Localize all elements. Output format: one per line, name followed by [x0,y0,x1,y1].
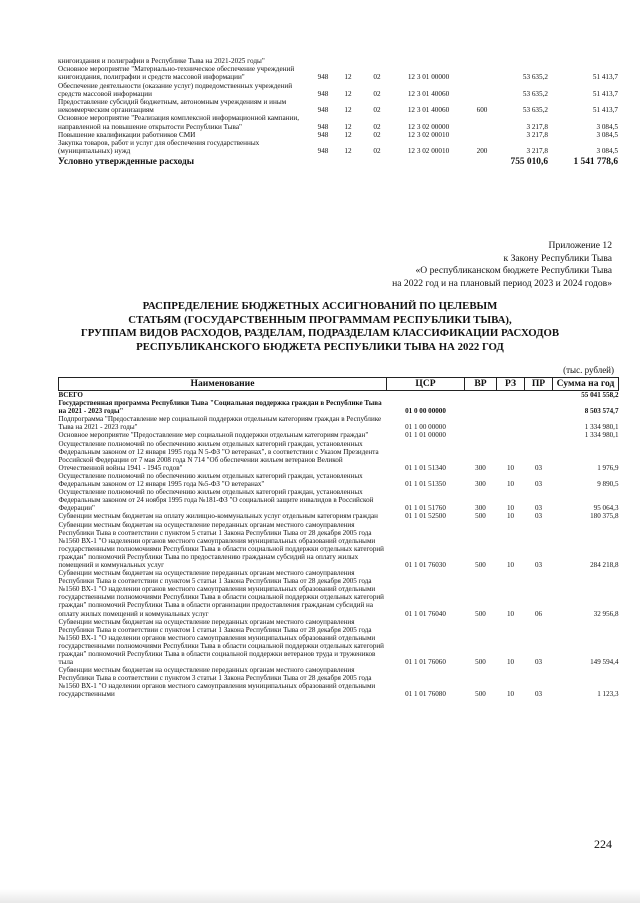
allocation-table [58,377,619,699]
row-rz: 12 [344,89,352,98]
row-sum: 1 123,3 [597,690,619,699]
row-pr: 02 [373,130,381,139]
row-vr: 500 [475,658,486,667]
header-csr: ЦСР [387,378,465,391]
row-pr: 03 [534,690,543,699]
table-row [59,512,619,520]
row-rz: 10 [506,690,515,699]
appendix-line-3: «О республиканском бюджете Республики Тыва [415,265,612,276]
row-sum: 1 334 980,1 [584,431,619,440]
table-row [58,57,618,65]
row-pr: 03 [534,512,543,521]
row-csr: 12 3 02 00010 [407,130,450,139]
row-csr: 12 3 02 00000 [407,122,450,131]
row-csr: 01 1 01 51350 [405,480,446,489]
row-csr: 01 1 01 52500 [405,512,446,521]
row-sum: 8 503 574,7 [584,407,619,416]
row-csr: 01 0 00 00000 [405,407,446,416]
table-row [59,666,619,698]
row-sum-2024: 51 413,7 [592,73,618,82]
row-sum: 284 218,8 [590,560,619,569]
row-glava: 948 [317,89,329,98]
row-rz: 10 [506,463,515,472]
row-name: Повышение квалификации работников СМИ [58,130,196,139]
row-sum-2023: 3 217,8 [526,147,548,156]
row-vr [466,65,498,81]
row-pr: 02 [373,73,381,82]
row-glava: 948 [317,122,329,131]
table-header-row [59,378,619,391]
row-csr: 01 1 01 51760 [405,504,446,513]
header-pr: ПР [525,378,553,391]
row-vr: 500 [475,560,486,569]
row-sum-2024 [548,57,618,65]
table-row [59,440,619,472]
row-name: Субвенции местным бюджетам на оплату жилищно-коммунальных услуг отдельным категориям граждан [58,512,378,521]
row-pr [363,57,391,65]
row-glava: 948 [317,106,329,115]
row-vr: 600 [476,106,488,115]
row-sum: 180 375,8 [590,512,619,521]
document-title [60,300,580,354]
row-rz [497,431,525,439]
continuation-table [58,57,618,168]
table-row [59,391,619,400]
scan-edge [0,889,640,903]
row-csr: 01 1 01 76030 [405,560,446,569]
row-name: Осуществление полномочий по обеспечению жильем отдельных категорий граждан, установленных Федеральным законом от 24 ноября 1995 года №181-ФЗ "О социальной защите инвалидов в Российской Федерации" [58,488,374,513]
row-rz: 10 [506,560,515,569]
appendix-line-1: Приложение 12 [548,240,612,251]
row-pr: 02 [373,106,381,115]
row-pr: 03 [534,560,543,569]
row-csr: 12 3 02 00010 [407,147,450,156]
row-sum-2023: 53 635,2 [522,73,548,82]
row-rz: 12 [344,106,352,115]
row-vr [466,131,498,139]
row-vr: 200 [476,147,488,156]
row-csr: 01 1 01 51340 [405,463,446,472]
title-line-4: РЕСПУБЛИКАНСКОГО БЮДЖЕТА РЕСПУБЛИКИ ТЫВА НА 2022 ГОД [136,340,504,353]
row-sum-2024: 3 084,5 [596,147,618,156]
row-vr: 300 [475,504,486,513]
appendix-line-2: к Закону Республики Тыва [503,252,612,264]
row-name: Субвенции местным бюджетам на осуществление переданных органам местного самоуправления Республики Тыва в соответствии с пунктом 5 статьи 1 Закона Республики Тыва от 28 декабря 2005 года №1560 ВХ-1 "О наделении органов местного самоуправления муниципальных образований отдельными государственными полномочиями Республики Тыва в области социальной поддержки отдельных категорий граждан" полномочий Республики Тыва в области организации предоставления гражданам субсидий на оплату жилых помещений и коммунальных услуг [58,569,384,618]
table-row [58,139,618,155]
row-csr: 12 3 01 40060 [407,106,450,115]
conditional-expenses-row [58,155,618,168]
row-rz: 10 [506,609,515,618]
row-sum: 32 956,8 [593,609,619,618]
row-vr: 500 [475,690,486,699]
row-name: Предоставление субсидий бюджетным, автономным учреждениям и иным некоммерческим организациям [58,98,287,115]
row-pr: 02 [373,122,381,131]
title-line-2: СТАТЬЯМ (ГОСУДАРСТВЕННЫМ ПРОГРАММАМ РЕСПУБЛИКИ ТЫВА), [128,313,512,326]
row-sum: 95 064,3 [593,504,619,513]
row-rz [497,399,525,415]
row-csr: 01 1 01 76080 [405,690,446,699]
row-sum: 1 976,9 [597,463,619,472]
header-sum: Сумма на год [553,378,619,391]
row-rz: 12 [344,122,352,131]
row-vr [466,114,498,130]
row-pr [525,399,553,415]
table-row [58,114,618,130]
row-pr: 03 [534,658,543,667]
row-sum: 55 041 558,2 [581,391,619,399]
row-name: Основное мероприятие "Предоставление мер социальной поддержки отдельным категориям граждан" [58,431,369,440]
row-name: Государственная программа Республики Тыва "Социальная поддержка граждан в Республике Тыва на 2021 - 2023 годы" [58,399,382,416]
row-name: ВСЕГО [58,391,83,399]
row-sum-2023: 53 635,2 [522,106,548,115]
table-row [59,415,619,431]
row-name: Субвенции местным бюджетам на осуществление переданных органам местного самоуправления Республики Тыва в соответствии с пунктом 3 статьи 1 Закона Республики Тыва от 28 декабря 2005 года №1560 ВХ-1 "О наделении органов местного самоуправления муниципальных образований отдельными государственными [58,666,376,699]
page-number: 224 [594,837,612,851]
row-csr [391,57,466,65]
row-sum-2024: 51 413,7 [592,106,618,115]
title-line-3: ГРУППАМ ВИДОВ РАСХОДОВ, РАЗДЕЛАМ, ПОДРАЗДЕЛАМ КЛАССИФИКАЦИИ РАСХОДОВ [80,327,560,339]
header-name: Наименование [59,378,387,391]
row-name: Осуществление полномочий по обеспечению жильем отдельных категорий граждан, установленных Федеральным законом от 12 января 1995 года N 5-ФЗ "О ветеранах", в соответствии с Указом Президента Российской Федерации от 7 мая 2008 года N 714 "Об обеспечении жильем ветеранов Великой Отечественной войны 1941 - 1945 годов" [58,439,379,472]
row-glava [313,57,333,65]
header-rz: РЗ [497,378,525,391]
row-pr: 06 [534,609,543,618]
row-vr: 300 [475,480,486,489]
row-name: Обеспечение деятельности (оказание услуг) подведомственных учреждений средств массовой информации [58,81,293,98]
row-rz: 12 [344,147,352,156]
row-vr [466,82,498,98]
row-rz [333,57,363,65]
row-vr [465,415,497,431]
row-rz: 10 [506,658,515,667]
row-pr: 02 [373,89,381,98]
row-csr [387,391,465,400]
row-rz: 10 [506,480,515,489]
row-vr [465,391,497,400]
row-sum-2023: 53 635,2 [522,89,548,98]
row-vr [466,57,498,65]
row-vr: 500 [475,512,486,521]
final-row-name: Условно утвержденные расходы [58,157,195,168]
table-row [59,431,619,439]
row-name: книгоиздания и полиграфии в Республике Тыва на 2021-2025 годы" [58,57,265,65]
row-pr [525,415,553,431]
appendix-header [392,240,612,290]
table-row [59,618,619,667]
table-row [59,472,619,488]
title-line-1: РАСПРЕДЕЛЕНИЕ БЮДЖЕТНЫХ АССИГНОВАНИЙ ПО ЦЕЛЕВЫМ [142,300,498,312]
row-pr: 02 [373,147,381,156]
row-name: Подпрограмма "Предоставление мер социальной поддержки отдельным категориям граждан в Республике Тыва на 2021 - 2023 годы" [58,415,382,432]
row-vr [465,399,497,415]
final-row-2024: 1 541 778,6 [573,157,618,168]
row-csr: 12 3 01 40060 [407,89,450,98]
row-sum-2023 [498,57,548,65]
table-row [58,131,618,139]
row-name: Субвенции местным бюджетам на осуществление переданных органам местного самоуправления Республики Тыва в соответствии с пунктом 5 статьи 1 Закона Республики Тыва от 28 декабря 2005 года №1560 ВХ-1 "О наделении органов местного самоуправления муниципальных образований отдельными государственными полномочиями Республики Тыва в области социальной поддержки отдельных категорий граждан" полномочий Республики Тыва по предоставлению гражданам субсидий на оплату жилых помещений и коммунальных услуг [58,520,384,569]
row-sum-2024: 51 413,7 [592,89,618,98]
table-row [59,399,619,415]
row-sum-2023: 3 217,8 [526,130,548,139]
header-vr: ВР [465,378,497,391]
row-glava: 948 [317,130,329,139]
table-row [58,82,618,98]
table-row [58,98,618,114]
row-csr: 01 1 01 00000 [405,431,446,440]
row-csr: 01 1 01 76040 [405,609,446,618]
row-sum: 149 594,4 [590,658,619,667]
table-row [58,65,618,81]
row-sum-2024: 3 084,5 [596,130,618,139]
row-pr [525,431,553,439]
row-csr: 12 3 01 00000 [407,73,450,82]
row-pr [525,391,553,400]
row-sum: 1 334 980,1 [584,423,619,432]
row-vr [465,431,497,439]
row-glava: 948 [317,147,329,156]
row-rz [497,415,525,431]
units-label: (тыс. рублей) [563,365,614,375]
row-rz: 10 [506,512,515,521]
row-csr: 01 1 01 76060 [405,658,446,667]
row-name: Закупка товаров, работ и услуг для обеспечения государственных (муниципальных) нужд [58,139,260,156]
final-row-2023: 755 010,6 [510,157,548,168]
row-name: Основное мероприятие "Реализация комплексной информационной кампании, направленной на повышение открытости Республики Тыва" [58,114,300,131]
table-row [59,488,619,512]
row-vr: 500 [475,609,486,618]
row-pr: 03 [534,480,543,489]
row-rz: 10 [506,504,515,513]
row-name: Субвенции местным бюджетам на осуществление переданных органам местного самоуправления Республики Тыва в соответствии с пунктом 1 статьи 1 Закона Республики Тыва от 28 декабря 2005 года №1560 ВХ-1 "О наделении органов местного самоуправления муниципальных образований отдельными государственными полномочиями Республики Тыва в области социальной поддержки отдельных категорий граждан" полномочий Республики Тыва в области социальной поддержки ветеранов труда и тружеников тыла [58,617,384,667]
table-row [59,521,619,570]
row-name: Основное мероприятие "Материально-техническое обеспечение учреждений книгоиздания, полиграфии и средств массовой информации" [58,65,295,82]
row-sum-2023: 3 217,8 [526,122,548,131]
row-glava: 948 [317,73,329,82]
row-sum-2024: 3 084,5 [596,122,618,131]
table-row [59,569,619,618]
row-csr: 01 1 00 00000 [405,423,446,432]
row-pr: 03 [534,504,543,513]
row-name: Осуществление полномочий по обеспечению жильем отдельных категорий граждан, установленных Федеральным законом от 12 января 1995 года №5-ФЗ "О ветеранах" [58,471,363,489]
appendix-line-4: на 2022 год и на плановый период 2023 и 2024 годов» [392,277,612,289]
row-sum: 9 890,5 [597,480,619,489]
row-rz [497,391,525,400]
row-pr: 03 [534,463,543,472]
row-rz: 12 [344,73,352,82]
row-rz: 12 [344,130,352,139]
row-vr: 300 [475,463,486,472]
